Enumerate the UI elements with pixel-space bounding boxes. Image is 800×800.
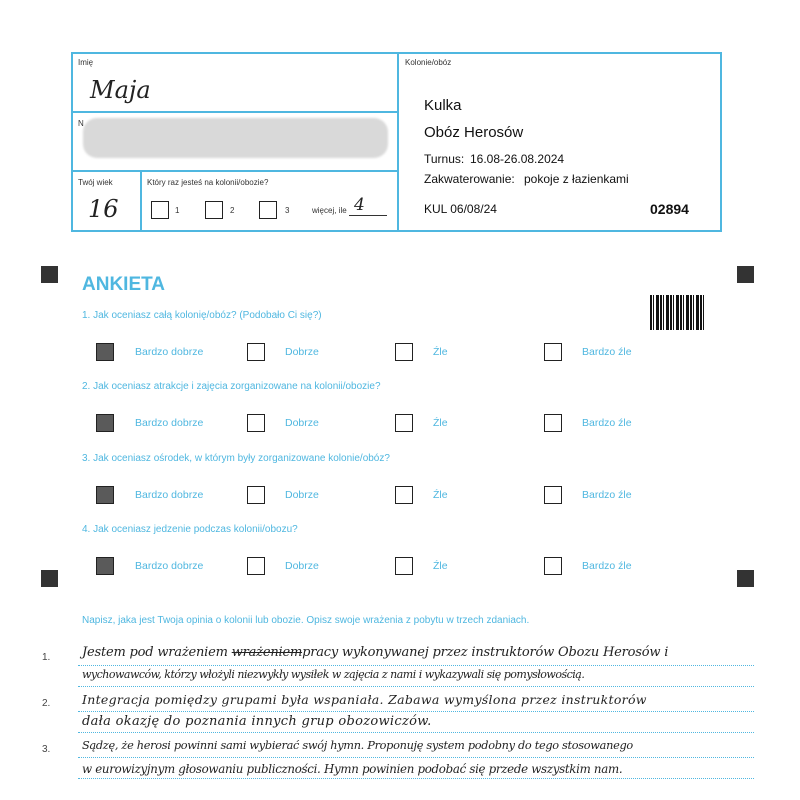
q3-option-bardzo-zle: Bardzo źle (582, 489, 632, 501)
q2-option-zle: Źle (433, 417, 448, 429)
survey-title: ANKIETA (82, 274, 166, 295)
more-underline (349, 215, 387, 216)
answer-1-line-1[interactable] (82, 645, 668, 660)
registration-marker-bottom-left (41, 570, 58, 587)
more-label: więcej, ile (312, 206, 347, 215)
q4-checkbox-zle[interactable] (395, 557, 413, 575)
q3-checkbox-zle[interactable] (395, 486, 413, 504)
camp-code: KUL 06/08/24 (424, 202, 497, 216)
accommodation-label: Zakwaterowanie: (424, 172, 515, 186)
answer-line-1b (78, 686, 754, 687)
answer-1-struck: wrażeniem (231, 645, 303, 660)
answer-1-start: Jestem pod wrażeniem (82, 645, 228, 660)
age-label: Twój wiek (78, 178, 113, 187)
turnus-label: Turnus: (424, 152, 465, 166)
q1-option-dobrze: Dobrze (285, 346, 319, 358)
q2-checkbox-dobrze[interactable] (247, 414, 265, 432)
times-checkbox-1[interactable] (151, 201, 169, 219)
q2-checkbox-zle[interactable] (395, 414, 413, 432)
q2-option-bardzo-zle: Bardzo źle (582, 417, 632, 429)
registration-marker-bottom-right (737, 570, 754, 587)
q3-option-zle: Źle (433, 489, 448, 501)
answer-3-line-2[interactable]: w eurowizyjnym głosowaniu publiczności. Hymn powinien podobać się przede wszystkim nam. (82, 762, 623, 776)
q4-checkbox-dobrze[interactable] (247, 557, 265, 575)
answer-line-2a (78, 711, 754, 712)
q2-checkbox-bardzo-zle[interactable] (544, 414, 562, 432)
camp-title: Obóz Herosów (424, 124, 524, 141)
q3-checkbox-bardzo-dobrze[interactable] (96, 486, 114, 504)
line-number-1: 1. (42, 652, 51, 663)
age-value[interactable]: 16 (88, 195, 119, 223)
form-number: 02894 (650, 201, 689, 217)
q2-checkbox-bardzo-dobrze[interactable] (96, 414, 114, 432)
surname-redacted (83, 118, 388, 158)
q1-option-zle: Źle (433, 346, 448, 358)
line-number-2: 2. (42, 698, 51, 709)
q3-checkbox-bardzo-zle[interactable] (544, 486, 562, 504)
question-2: 2. Jak oceniasz atrakcje i zajęcia zorganizowane na kolonii/obozie? (82, 381, 381, 392)
times-checkbox-3[interactable] (259, 201, 277, 219)
q1-checkbox-dobrze[interactable] (247, 343, 265, 361)
header-divider-name (71, 111, 398, 113)
q4-option-dobrze: Dobrze (285, 560, 319, 572)
header-divider-vertical (397, 52, 399, 232)
q4-checkbox-bardzo-dobrze[interactable] (96, 557, 114, 575)
answer-2-line-2[interactable]: dała okazję do poznania innych grup obozowiczów. (82, 714, 432, 729)
answer-2-line-1[interactable]: Integracja pomiędzy grupami była wspaniała. Zabawa wymyślona przez instruktorów (82, 692, 647, 707)
q2-option-bardzo-dobrze: Bardzo dobrze (135, 417, 204, 429)
q2-option-dobrze: Dobrze (285, 417, 319, 429)
name-value[interactable]: Maja (90, 76, 151, 104)
opinion-prompt: Napisz, jaka jest Twoja opinia o kolonii lub obozie. Opisz swoje wrażenia z pobytu w trzech zdaniach. (82, 615, 530, 626)
times-option-1: 1 (175, 206, 180, 215)
accommodation-value: pokoje z łazienkami (524, 172, 629, 186)
barcode (650, 295, 704, 330)
answer-1-rest: pracy wykonywanej przez instruktorów Obozu Herosów i (302, 645, 669, 660)
answer-line-3b (78, 778, 754, 779)
registration-marker-top-right (737, 266, 754, 283)
times-option-2: 2 (230, 206, 235, 215)
q1-checkbox-bardzo-zle[interactable] (544, 343, 562, 361)
q1-option-bardzo-zle: Bardzo źle (582, 346, 632, 358)
more-value[interactable]: 4 (354, 195, 365, 215)
times-checkbox-2[interactable] (205, 201, 223, 219)
answer-line-1a (78, 665, 754, 666)
q3-option-dobrze: Dobrze (285, 489, 319, 501)
q4-checkbox-bardzo-zle[interactable] (544, 557, 562, 575)
header-divider-age-col (140, 170, 142, 232)
surname-label: N (78, 119, 84, 128)
q4-option-bardzo-dobrze: Bardzo dobrze (135, 560, 204, 572)
q4-option-bardzo-zle: Bardzo źle (582, 560, 632, 572)
q1-checkbox-bardzo-dobrze[interactable] (96, 343, 114, 361)
q1-checkbox-zle[interactable] (395, 343, 413, 361)
camp-name: Kulka (424, 97, 462, 114)
answer-3-line-1[interactable]: Sądzę, że herosi powinni sami wybierać swój hymn. Proponuję system podobny do tego stosowanego (82, 739, 633, 752)
line-number-3: 3. (42, 744, 51, 755)
q3-checkbox-dobrze[interactable] (247, 486, 265, 504)
question-1: 1. Jak oceniasz całą kolonię/obóz? (Podobało Ci się?) (82, 310, 322, 321)
registration-marker-top-left (41, 266, 58, 283)
times-label: Który raz jesteś na kolonii/obozie? (147, 178, 269, 187)
turnus-value: 16.08-26.08.2024 (470, 152, 565, 166)
header-divider-age (71, 170, 398, 172)
q3-option-bardzo-dobrze: Bardzo dobrze (135, 489, 204, 501)
question-3: 3. Jak oceniasz ośrodek, w którym były zorganizowane kolonie/obóz? (82, 453, 390, 464)
question-4: 4. Jak oceniasz jedzenie podczas kolonii/obozu? (82, 524, 298, 535)
answer-1-line-2[interactable]: wychowawców, którzy włożyli niezwykły wysiłek w zajęcia z nami i wykazywali się pomysłowością. (82, 668, 585, 681)
q1-option-bardzo-dobrze: Bardzo dobrze (135, 346, 204, 358)
answer-line-3a (78, 757, 754, 758)
name-label: Imię (78, 58, 94, 67)
answer-line-2b (78, 732, 754, 733)
times-option-3: 3 (285, 206, 290, 215)
camp-label: Kolonie/obóz (405, 58, 452, 67)
q4-option-zle: Źle (433, 560, 448, 572)
